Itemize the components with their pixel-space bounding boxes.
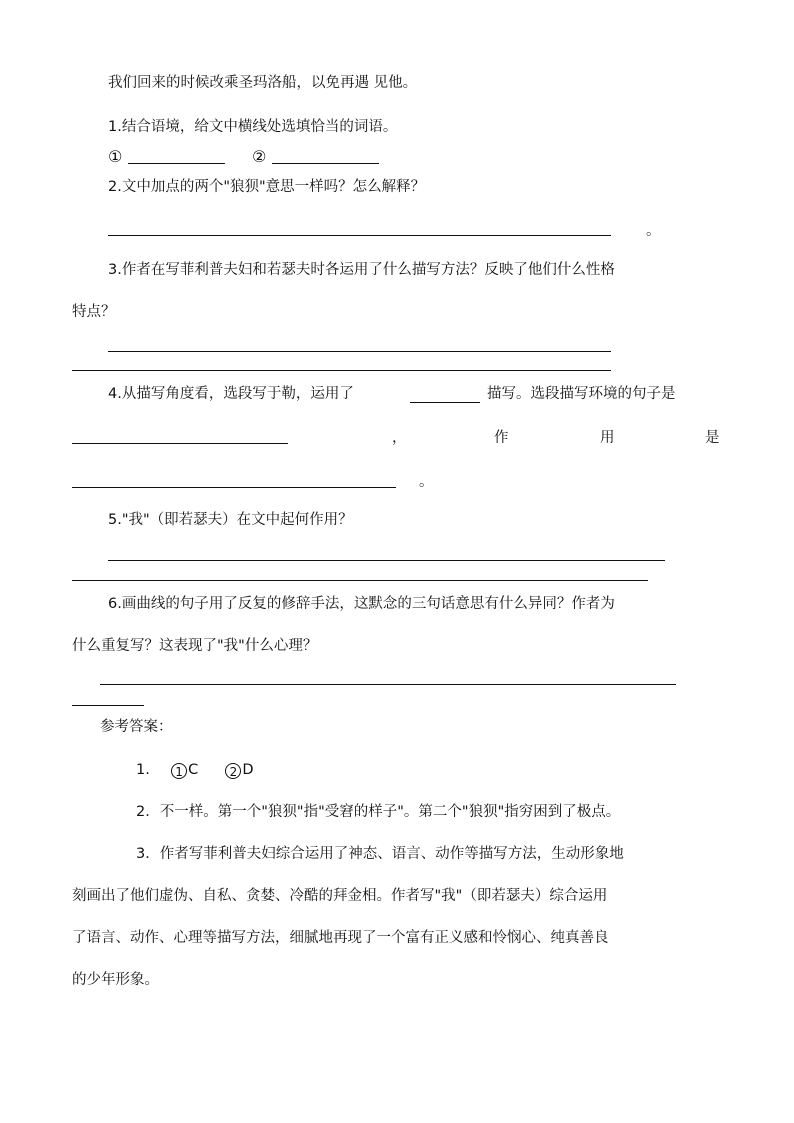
answer-1-value-2: D <box>242 762 254 778</box>
question-4-part-b: 描写。选段描写环境的句子是 <box>487 386 676 402</box>
question-3-line2: 特点？ <box>72 304 116 320</box>
blank-1-marker: ① <box>108 147 123 166</box>
blank-2-marker: ② <box>252 147 267 166</box>
answer-3-line2: 刻画出了他们虚伪、自私、贪婪、冷酷的拜金相。作者写"我"（即若瑟夫）综合运用 <box>72 888 608 904</box>
answer-line-q3-b[interactable] <box>72 370 611 371</box>
answer-1 <box>136 760 254 780</box>
answer-1-prefix: 1. <box>136 762 150 778</box>
blank-q4-sentence[interactable] <box>72 443 288 444</box>
q4-comma: ， <box>392 430 407 446</box>
blank-1-line[interactable] <box>128 163 225 164</box>
answer-3-line4: 的少年形象。 <box>72 972 159 988</box>
answer-line-q3-a[interactable] <box>108 351 611 352</box>
answer-3-line3: 了语言、动作、心理等描写方法，细腻地再现了一个富有正义感和怜悯心、纯真善良 <box>72 930 609 946</box>
question-4-part-a: 4.从描写角度看，选段写于勒，运用了 <box>108 386 354 402</box>
question-1: 1.结合语境，给文中横线处选填恰当的词语。 <box>108 119 398 135</box>
question-3-line1: 3.作者在写菲利普夫妇和若瑟夫时各运用了什么描写方法？反映了他们什么性格 <box>108 262 615 278</box>
circled-number-1: 1 <box>171 763 187 779</box>
q4-word-yong: 用 <box>600 430 615 446</box>
question-6-line1: 6.画曲线的句子用了反复的修辞手法，这默念的三句话意思有什么异同？作者为 <box>108 596 615 612</box>
passage-last-line: 我们回来的时候改乘圣玛洛船，以免再遇 见他。 <box>108 75 418 91</box>
q4-word-zuo: 作 <box>494 430 509 446</box>
q4-word-shi: 是 <box>705 430 720 446</box>
question-6-line2: 什么重复写？这表现了"我"什么心理？ <box>72 638 318 654</box>
blank-q4-function[interactable] <box>72 487 396 488</box>
q2-end-mark: 。 <box>646 223 661 239</box>
answer-line-q6-a[interactable] <box>100 684 676 685</box>
question-5: 5."我"（即若瑟夫）在文中起何作用？ <box>108 512 353 528</box>
answers-heading: 参考答案： <box>100 719 173 735</box>
blank-q4-angle[interactable] <box>410 402 480 403</box>
answer-3-line1: 3．作者写菲利普夫妇综合运用了神态、语言、动作等描写方法，生动形象地 <box>136 846 624 862</box>
answer-line-q5-b[interactable] <box>72 580 648 581</box>
q4-end-mark: 。 <box>419 474 434 490</box>
answer-1-value-1: C <box>188 762 199 778</box>
circled-number-2: 2 <box>225 763 241 779</box>
question-2: 2.文中加点的两个"狼狈"意思一样吗？怎么解释？ <box>108 179 426 195</box>
answer-2: 2．不一样。第一个"狼狈"指"受窘的样子"。第二个"狼狈"指穷困到了极点。 <box>136 804 621 820</box>
answer-line-q5-a[interactable] <box>108 560 665 561</box>
blank-2-line[interactable] <box>272 163 379 164</box>
answer-line-q6-b[interactable] <box>72 705 144 706</box>
answer-line-q2[interactable] <box>108 235 611 236</box>
